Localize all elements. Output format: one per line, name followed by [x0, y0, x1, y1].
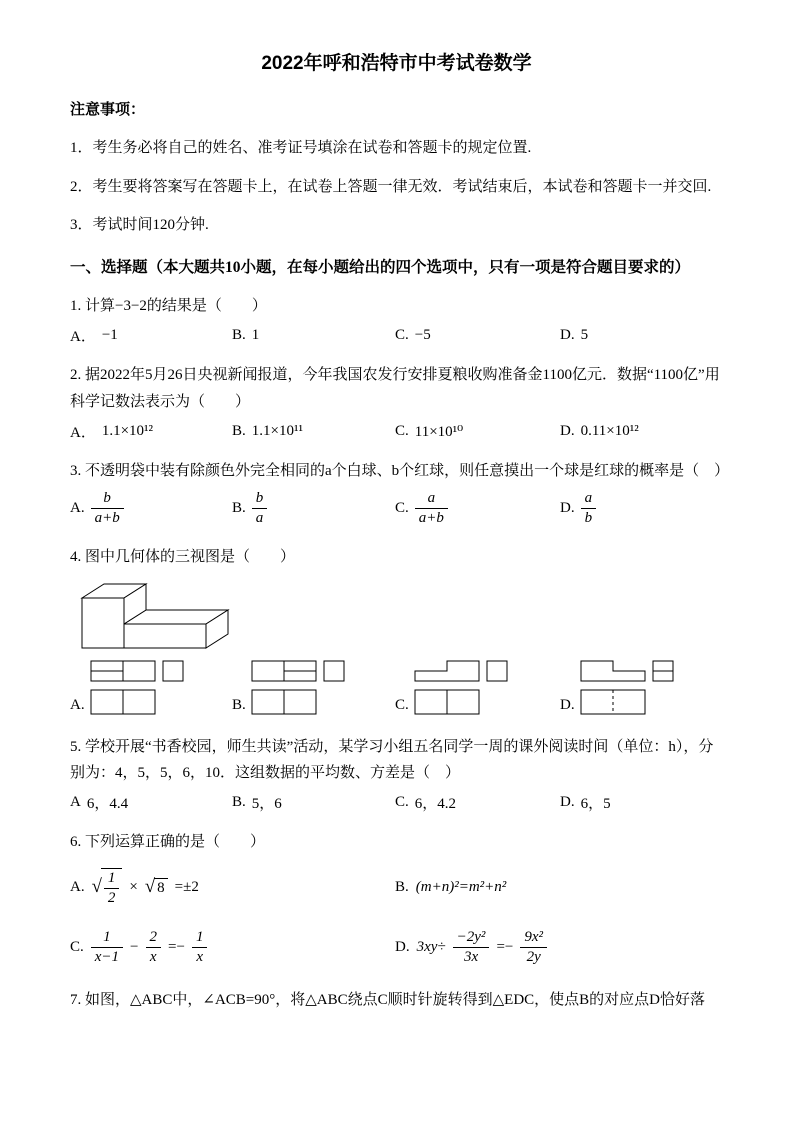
q3-option-b — [232, 490, 395, 528]
q6-stem: 6. 下列运算正确的是（ ） — [70, 834, 266, 851]
q2-option-b — [232, 423, 395, 440]
q5-option-a-value: 6，4.4 — [86, 796, 129, 813]
q3-option-d-label: D. — [560, 500, 575, 517]
radical-expression — [92, 868, 123, 908]
q5-option-a — [70, 792, 232, 813]
fraction — [520, 929, 547, 967]
q1-stem: 1. 计算−3−2的结果是（ ） — [70, 298, 267, 315]
q4-options — [70, 660, 723, 718]
q1-option-d-label: D. — [560, 327, 575, 344]
q5-option-b — [232, 792, 395, 813]
q1-option-c — [395, 327, 560, 344]
three-view-diagram-c — [414, 660, 534, 718]
equals-operator: =− — [496, 939, 514, 956]
q5-options — [70, 792, 723, 813]
page-title: 2022年呼和浩特市中考试卷数学 — [261, 53, 532, 74]
question-3 — [70, 458, 730, 528]
q1-option-b-value: 1 — [251, 327, 260, 344]
q6-options — [70, 868, 723, 967]
q4-stem: 4. 图中几何体的三视图是（ ） — [70, 548, 296, 565]
q6-option-d-label: D. — [395, 939, 410, 956]
q1-option-c-label: C. — [395, 327, 409, 344]
q5-option-b-value: 5，6 — [251, 796, 282, 813]
question-1 — [70, 293, 723, 346]
question-5 — [70, 734, 723, 814]
fraction-numerator: 1 — [91, 929, 123, 948]
q2-option-d-value: 0.11×10¹² — [580, 422, 639, 439]
q5-option-d-label: D. — [560, 794, 575, 811]
q5-option-d — [560, 792, 723, 813]
fraction — [192, 929, 208, 967]
q2-option-d-label: D. — [560, 422, 575, 439]
radical-expression — [145, 876, 168, 898]
question-4 — [70, 544, 723, 718]
fraction-numerator: a — [581, 490, 597, 509]
q6-option-b — [395, 868, 723, 908]
q3-option-d-fraction — [581, 490, 597, 528]
fraction-denominator: 2y — [526, 949, 541, 966]
q3-option-d — [560, 490, 723, 528]
q1-option-c-value: −5 — [414, 327, 431, 344]
stepped-solid-drawing — [76, 576, 251, 656]
q2-option-c-label: C. — [395, 422, 409, 439]
equals-operator: =− — [168, 939, 185, 956]
radical-sign: √ — [91, 876, 102, 898]
q6-option-c — [70, 929, 395, 967]
radical-sign: √ — [144, 876, 156, 898]
q3-options — [70, 490, 723, 528]
fraction-numerator: 9x² — [520, 929, 547, 948]
radicand-fraction — [104, 870, 120, 908]
q4-option-c — [395, 660, 560, 718]
fraction-denominator: 3x — [463, 949, 479, 966]
notice-item-1: 1．考生务必将自己的姓名、准考证号填涂在试卷和答题卡的规定位置. — [70, 140, 532, 157]
equation-result: =±2 — [174, 878, 199, 895]
three-view-diagram-a — [90, 660, 210, 718]
notice-item-3: 3．考试时间120分钟. — [70, 216, 209, 233]
fraction-numerator: a — [415, 490, 448, 509]
question-6 — [70, 829, 723, 966]
fraction-denominator: x — [196, 949, 204, 966]
notice-item-2: 2．考生要将答案写在答题卡上，在试卷上答题一律无效．考试结束后，本试卷和答题卡一并交回. — [70, 178, 712, 195]
q6-option-a — [70, 868, 395, 908]
q3-option-a — [70, 490, 232, 528]
notice-heading: 注意事项： — [70, 102, 146, 118]
fraction-numerator: −2y² — [453, 929, 490, 948]
q1-option-b — [232, 327, 395, 344]
q1-options — [70, 325, 723, 346]
q3-option-b-label: B. — [232, 500, 246, 517]
fraction — [146, 929, 162, 967]
fraction-denominator: b — [584, 510, 593, 527]
q4-option-c-label: C. — [395, 696, 409, 713]
fraction — [453, 929, 490, 967]
fraction — [91, 929, 123, 967]
question-2 — [70, 362, 723, 442]
fraction-denominator: 2 — [107, 889, 116, 906]
fraction-denominator: x — [149, 949, 157, 966]
q3-option-a-label: A. — [70, 500, 85, 517]
q1-option-a — [70, 325, 232, 346]
fraction-numerator: 1 — [104, 870, 120, 889]
fraction-denominator: a+b — [418, 510, 444, 527]
fraction-numerator: b — [252, 490, 268, 509]
q6-option-d — [395, 929, 723, 967]
q3-option-c-fraction — [415, 490, 448, 528]
minus-operator: − — [130, 939, 139, 956]
q6-option-b-expression: (m+n)²=m²+n² — [415, 878, 507, 895]
q3-option-a-fraction — [91, 490, 124, 528]
q3-option-b-fraction — [252, 490, 268, 528]
q2-option-a-label: A． — [70, 424, 96, 441]
fraction-numerator: 2 — [146, 929, 162, 948]
three-view-diagram-b — [251, 660, 371, 718]
section-1-heading: 一、选择题（本大题共10小题，在每小题给出的四个选项中，只有一项是符合题目要求的） — [70, 259, 691, 276]
radicand: 8 — [154, 878, 168, 897]
q3-stem: 3. 不透明袋中装有除颜色外完全相同的a个白球、b个红球，则任意摸出一个球是红球的概率是（ ） — [70, 462, 730, 479]
q4-option-a — [70, 660, 232, 718]
fraction-numerator: 1 — [192, 929, 208, 948]
times-operator: × — [129, 878, 138, 895]
q6-option-a-label: A. — [70, 878, 85, 895]
q4-option-b-label: B. — [232, 696, 246, 713]
q7-stem: 7. 如图，△ABC中，∠ACB=90°，将△ABC绕点C顺时针旋转得到△EDC，使点B的对应点D恰好落 — [70, 991, 706, 1008]
q2-option-a-value: 1.1×10¹² — [101, 422, 154, 439]
q4-solid-figure — [76, 576, 723, 656]
q5-stem: 5. 学校开展“书香校园，师生共读”活动，某学习小组五名同学一周的课外阅读时间（单位：h），分别为：4，5，5，6，10．这组数据的平均数、方差是（ ） — [70, 738, 714, 782]
q2-option-c-value: 11×10¹⁰ — [414, 423, 464, 440]
q2-option-c — [395, 422, 560, 441]
q6-option-c-label: C. — [70, 939, 84, 956]
fraction-numerator: b — [91, 490, 124, 509]
fraction-denominator: a+b — [94, 510, 120, 527]
q3-option-c-label: C. — [395, 500, 409, 517]
q6-option-d-prefix: 3xy÷ — [416, 939, 446, 956]
q6-option-b-label: B. — [395, 878, 409, 895]
q4-option-d-label: D. — [560, 696, 575, 713]
q2-option-d — [560, 423, 723, 440]
fraction-denominator: a — [255, 510, 264, 527]
q1-option-d-value: 5 — [580, 327, 589, 344]
fraction-denominator: x−1 — [94, 949, 120, 966]
three-view-diagram-d — [580, 660, 700, 718]
q5-option-b-label: B. — [232, 794, 246, 811]
q2-option-b-value: 1.1×10¹¹ — [251, 422, 303, 439]
q3-option-c — [395, 490, 560, 528]
q4-option-a-label: A. — [70, 696, 85, 713]
q1-option-b-label: B. — [232, 327, 246, 344]
question-7 — [70, 987, 723, 1013]
q2-option-b-label: B. — [232, 422, 246, 439]
q5-option-c — [395, 792, 560, 813]
q1-option-a-label: A． — [70, 329, 96, 346]
q1-option-d — [560, 327, 723, 344]
q4-option-b — [232, 660, 395, 718]
q5-option-c-value: 6，4.2 — [414, 796, 457, 813]
q2-option-a — [70, 421, 232, 442]
q2-options — [70, 421, 723, 442]
q1-option-a-value: −1 — [101, 327, 118, 344]
q5-option-c-label: C. — [395, 794, 409, 811]
q4-option-d — [560, 660, 723, 718]
q5-option-d-value: 6，5 — [580, 796, 611, 813]
q2-stem: 2. 据2022年5月26日央视新闻报道，今年我国农发行安排夏粮收购准备金1100亿元．数据“1100亿”用科学记数法表示为（ ） — [70, 367, 720, 410]
q5-option-a-label: A — [70, 794, 81, 811]
